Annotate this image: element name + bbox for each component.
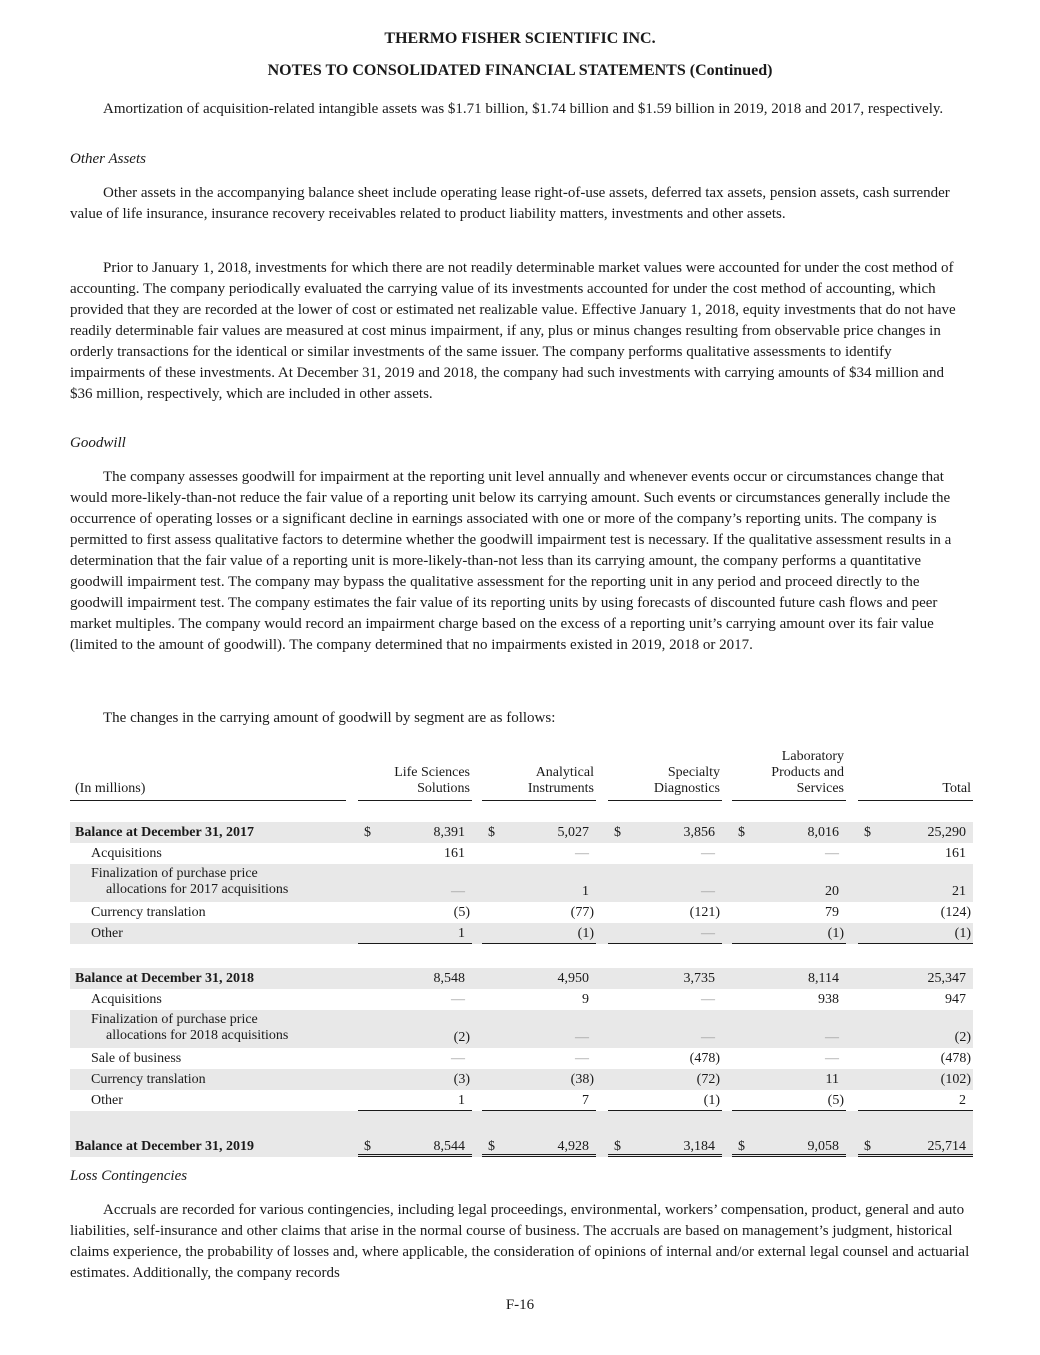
- table-row: [70, 1048, 973, 1069]
- section-title: NOTES TO CONSOLIDATED FINANCIAL STATEMENTS (Continued): [267, 62, 773, 79]
- currency-symbol: $: [488, 1139, 495, 1154]
- col-header-line: Analytical: [535, 765, 594, 780]
- row-label: Other: [91, 1093, 123, 1108]
- table-row: [70, 902, 973, 923]
- cell-analytical: —: [575, 1030, 589, 1045]
- cell-laboratory: —: [825, 846, 839, 861]
- cell-laboratory: (1): [827, 926, 844, 941]
- row-label: Acquisitions: [91, 992, 162, 1007]
- cell-laboratory: (5): [827, 1093, 844, 1108]
- table-row: [70, 968, 973, 989]
- table-row: [70, 843, 973, 864]
- goodwill-paragraph-1: The company assesses goodwill for impairment at the reporting unit level annually and whenever events occur or circumstances change that would more-likely-than-not reduce the fair value of a reporting unit below its carrying amount. Such events or circumstances generally include the occurrence of operating losses or a significant decline in earnings associated with one or more of the company’s reporting units. The company is permitted to first assess qualitative factors to determine whether the goodwill impairment test is necessary. If the qualitative assessment results in a determination that the fair value of a reporting unit is more-likely-than-not less than its carrying amount, the company performs a quantitative goodwill impairment test. The company may bypass the qualitative assessment for the reporting unit in any period and proceed directly to the goodwill impairment test. The company estimates the fair value of its reporting units by using forecasts of discounted future cash flows and peer market multiples. The company would record an impairment charge based on the excess of a reporting unit’s carrying amount over its fair value (limited to the amount of goodwill). The company determined that no impairments existed in 2019, 2018 or 2017.: [70, 469, 952, 653]
- col-header-line: Diagnostics: [653, 781, 720, 796]
- row-label: Balance at December 31, 2019: [75, 1139, 254, 1154]
- total-double-rule: [732, 1154, 846, 1157]
- cell-specialty: (72): [696, 1072, 720, 1087]
- table-row: [70, 1090, 973, 1111]
- col-header-laboratory: [732, 745, 846, 801]
- currency-symbol: $: [614, 825, 621, 840]
- subtotal-rule: [358, 1110, 472, 1111]
- table-row: [70, 1069, 973, 1090]
- cell-total: (2): [954, 1030, 971, 1045]
- unit-header: [70, 745, 346, 801]
- col-header-line: Products and: [771, 765, 844, 780]
- goodwill-paragraph-2: The changes in the carrying amount of goodwill by segment are as follows:: [103, 710, 556, 726]
- cell-total: 947: [945, 992, 966, 1007]
- cell-analytical: (1): [577, 926, 594, 941]
- row-label-line: allocations for 2018 acquisitions: [106, 1028, 289, 1043]
- cell-life-sciences: 8,544: [433, 1139, 465, 1154]
- spacer-row: [70, 1111, 973, 1136]
- cell-specialty: 3,184: [683, 1139, 715, 1154]
- loss-contingencies-heading: Loss Contingencies: [70, 1168, 188, 1184]
- cell-specialty: —: [701, 884, 715, 899]
- cell-analytical: 1: [582, 884, 589, 899]
- col-header-line: Solutions: [417, 781, 470, 796]
- loss-contingencies-paragraph: Accruals are recorded for various contingencies, including legal proceedings, environmental, workers’ compensation, product, general and auto liabilities, self-insurance and other claims that arise in the normal course of business. The accruals are based on management’s judgment, historical claims experience, the probability of losses and, where applicable, the consideration of opinions of internal and/or external legal counsel and actuarial estimates. Additionally, the company records: [70, 1202, 970, 1281]
- subtotal-rule: [358, 943, 472, 944]
- currency-symbol: $: [614, 1139, 621, 1154]
- cell-specialty: —: [701, 926, 715, 941]
- col-header-life-sciences: [358, 745, 472, 801]
- cell-total: 25,714: [927, 1139, 966, 1154]
- subtotal-rule: [732, 1110, 846, 1111]
- cell-total: 25,347: [927, 971, 966, 986]
- cell-life-sciences: 8,548: [433, 971, 465, 986]
- cell-analytical: 9: [582, 992, 589, 1007]
- table-row: [70, 864, 973, 902]
- cell-laboratory: 20: [825, 884, 839, 899]
- goodwill-heading: Goodwill: [70, 435, 126, 451]
- row-label-line: Finalization of purchase price: [91, 866, 258, 881]
- cell-life-sciences: (5): [453, 905, 470, 920]
- col-header-line: Total: [942, 781, 971, 796]
- cell-specialty: (1): [703, 1093, 720, 1108]
- table-row: [70, 1010, 973, 1048]
- row-label: Currency translation: [91, 905, 206, 920]
- col-header-analytical: [482, 745, 596, 801]
- table-row: [70, 1136, 973, 1157]
- page-number: F-16: [505, 1297, 535, 1313]
- cell-laboratory: 79: [825, 905, 839, 920]
- cell-life-sciences: —: [451, 992, 465, 1007]
- other-assets-paragraph-1: Other assets in the accompanying balance sheet include operating lease right-of-use assets, deferred tax assets, pension assets, cash surrender value of life insurance, insurance recovery receivables related to product liability matters, investments and other assets.: [70, 185, 950, 222]
- currency-symbol: $: [364, 825, 371, 840]
- currency-symbol: $: [738, 1139, 745, 1154]
- cell-total: 161: [945, 846, 966, 861]
- currency-symbol: $: [488, 825, 495, 840]
- cell-total: (102): [940, 1072, 971, 1087]
- cell-life-sciences: —: [451, 1051, 465, 1066]
- cell-life-sciences: —: [451, 884, 465, 899]
- total-double-rule: [358, 1154, 472, 1157]
- cell-total: (1): [954, 926, 971, 941]
- currency-symbol: $: [738, 825, 745, 840]
- col-header-line: Specialty: [667, 765, 720, 780]
- col-header-line: Life Sciences: [394, 765, 470, 780]
- other-assets-paragraph-2: Prior to January 1, 2018, investments for which there are not readily determinable market values were accounted for under the cost method of accounting. The company periodically evaluated the carrying value of its investments accounted for under the cost method of accounting, which provided that they are recorded at the lower of cost or estimated net realizable value. Effective January 1, 2018, equity investments that do not have readily determinable fair values are measured at cost minus impairment, if any, plus or minus changes resulting from observable price changes in orderly transactions for the identical or similar investments of the same issuer. The company performs qualitative assessments to identify impairments of these investments. At December 31, 2019 and 2018, the company had such investments with carrying amounts of $34 million and $36 million, respectively, which are included in other assets.: [70, 260, 956, 402]
- total-double-rule: [858, 1154, 973, 1157]
- cell-specialty: —: [701, 992, 715, 1007]
- row-label: Other: [91, 926, 123, 941]
- cell-analytical: (77): [570, 905, 594, 920]
- row-label-line: Finalization of purchase price: [91, 1012, 258, 1027]
- col-header-line: Laboratory: [781, 749, 844, 764]
- cell-specialty: 3,735: [683, 971, 715, 986]
- row-label: [91, 1012, 288, 1044]
- row-label: [91, 866, 288, 898]
- cell-specialty: (478): [689, 1051, 720, 1066]
- row-label: Acquisitions: [91, 846, 162, 861]
- cell-life-sciences: 1: [458, 926, 465, 941]
- cell-total: (124): [940, 905, 971, 920]
- cell-laboratory: 8,114: [808, 971, 839, 986]
- cell-laboratory: —: [825, 1051, 839, 1066]
- company-name: THERMO FISHER SCIENTIFIC INC.: [384, 30, 656, 47]
- cell-specialty: (121): [689, 905, 720, 920]
- table-row: [70, 923, 973, 944]
- cell-analytical: —: [575, 846, 589, 861]
- cell-laboratory: —: [825, 1030, 839, 1045]
- currency-symbol: $: [364, 1139, 371, 1154]
- cell-analytical: —: [575, 1051, 589, 1066]
- cell-analytical: 4,928: [557, 1139, 589, 1154]
- col-header-line: Services: [796, 781, 844, 796]
- cell-laboratory: 8,016: [807, 825, 839, 840]
- cell-laboratory: 938: [818, 992, 839, 1007]
- table-row: [70, 822, 973, 843]
- cell-life-sciences: 161: [444, 846, 465, 861]
- total-double-rule: [608, 1154, 722, 1157]
- cell-life-sciences: (3): [453, 1072, 470, 1087]
- cell-life-sciences: (2): [453, 1030, 470, 1045]
- subtotal-rule: [608, 943, 722, 944]
- subtotal-rule: [482, 943, 596, 944]
- cell-total: 25,290: [927, 825, 966, 840]
- cell-analytical: 7: [582, 1093, 589, 1108]
- row-label: Balance at December 31, 2018: [75, 971, 254, 986]
- col-header-specialty: [608, 745, 722, 801]
- cell-total: 21: [952, 884, 966, 899]
- cell-laboratory: 11: [825, 1072, 839, 1087]
- cell-life-sciences: 1: [458, 1093, 465, 1108]
- subtotal-rule: [858, 1110, 973, 1111]
- subtotal-rule: [732, 943, 846, 944]
- cell-specialty: —: [701, 846, 715, 861]
- cell-laboratory: 9,058: [807, 1139, 839, 1154]
- other-assets-heading: Other Assets: [70, 151, 146, 167]
- cell-life-sciences: 8,391: [433, 825, 465, 840]
- col-header-line: Instruments: [527, 781, 594, 796]
- cell-analytical: (38): [570, 1072, 594, 1087]
- currency-symbol: $: [864, 825, 871, 840]
- table-row: [70, 989, 973, 1010]
- subtotal-rule: [482, 1110, 596, 1111]
- cell-total: (478): [940, 1051, 971, 1066]
- cell-analytical: 4,950: [557, 971, 589, 986]
- total-double-rule: [482, 1154, 596, 1157]
- subtotal-rule: [858, 943, 973, 944]
- row-label: Balance at December 31, 2017: [75, 825, 254, 840]
- subtotal-rule: [608, 1110, 722, 1111]
- unit-label: (In millions): [75, 781, 146, 796]
- currency-symbol: $: [864, 1139, 871, 1154]
- cell-specialty: 3,856: [683, 825, 715, 840]
- cell-specialty: —: [701, 1030, 715, 1045]
- row-label: Currency translation: [91, 1072, 206, 1087]
- row-label: Sale of business: [91, 1051, 182, 1066]
- col-header-total: [858, 745, 973, 801]
- cell-analytical: 5,027: [557, 825, 589, 840]
- cell-total: 2: [959, 1093, 966, 1108]
- amortization-paragraph: Amortization of acquisition-related intangible assets was $1.71 billion, $1.74 billion and $1.59 billion in 2019, 2018 and 2017, respectively.: [103, 101, 944, 117]
- row-label-line: allocations for 2017 acquisitions: [106, 882, 289, 897]
